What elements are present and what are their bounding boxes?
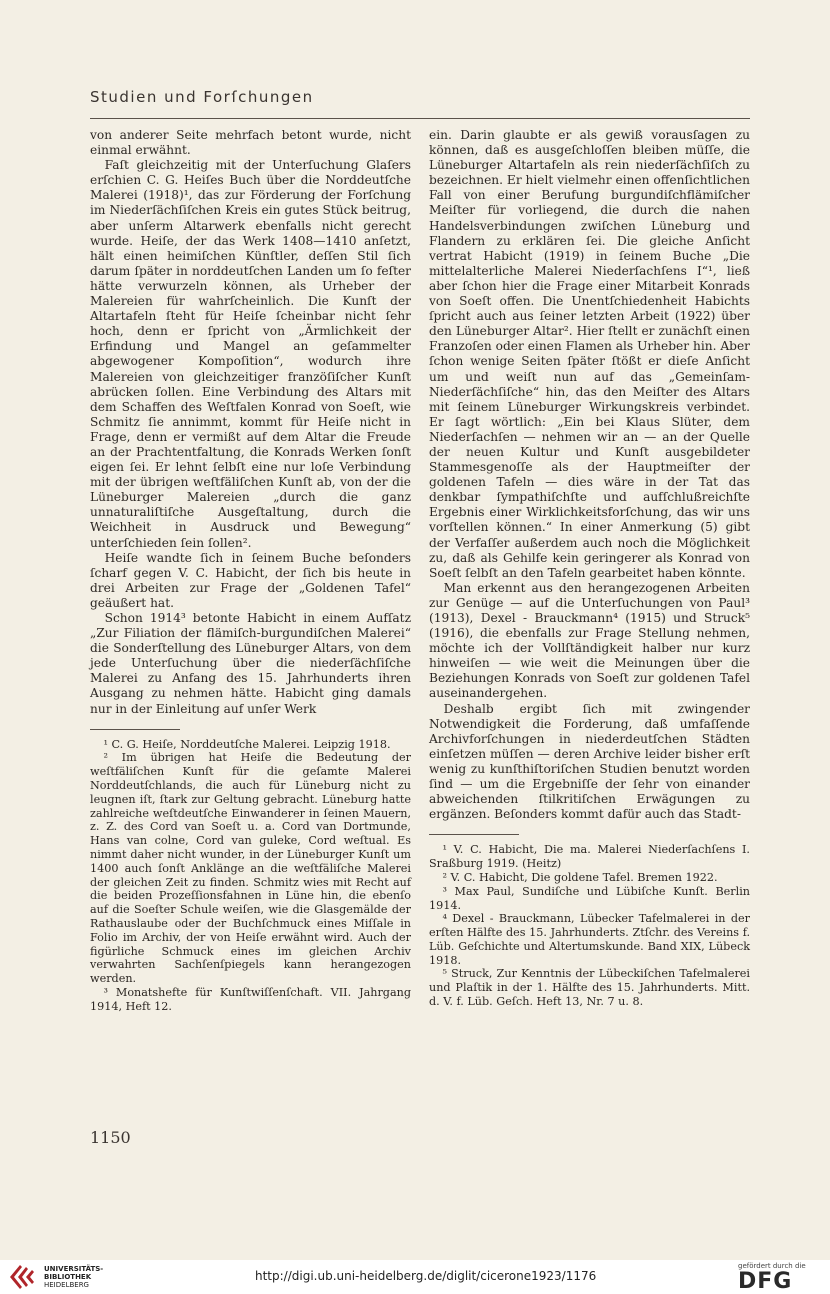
library-name-line: HEIDELBERG <box>44 1281 89 1289</box>
footnote: ⁴ Dexel - Brauckmann, Lübecker Tafelmalerei in der erſten Hälfte des 15. Jahrhunderts. Ztſchr. des Vereins f. Lüb. Geſchichte und Altertumskunde. Band XIX, Lübeck 1918. <box>429 912 750 967</box>
body-paragraph: Schon 1914³ betonte Habicht in einem Aufſatz „Zur Filiation der flämiſch-burgundiſchen Malerei“ die Sonderſtellung des Lüneburger Altars, von dem jede Unterſuchung über die niederſächſiſche Malerei zu Anfang des 15. Jahrhunderts ihren Ausgang zu nehmen hätte. Habicht ging damals nur in der Einleitung auf unſer Werk <box>90 611 411 716</box>
body-paragraph: Faſt gleichzeitig mit der Unterſuchung Glaſers erſchien C. G. Heiſes Buch über die Norddeutſche Malerei (1918)¹, das zur Förderung der Forſchung im Niederſächſiſchen Kreis ein gutes Stück beitrug, aber unſerm Altarwerk ebenfalls nicht gerecht wurde. Heiſe, der das Werk 1408—1410 anſetzt, hält einen heimiſchen Künſtler, deſſen Stil ſich darum ſpäter in norddeutſchen Landen um ſo feſter hätte verwurzeln können, als Urheber der Malereien für wahrſcheinlich. Die Kunſt der Altartafeln ſteht für Heiſe ſcheinbar nicht ſehr hoch, denn er ſpricht von „Ärmlichkeit der Erfindung und Mangel an geſammelter abgewogener Kompoſition“, wodurch ihre Malereien von gleichzeitiger franzöſiſcher Kunſt abrücken ſollen. Eine Verbindung des Altars mit dem Schaffen des Weſtfalen Konrad von Soeſt, wie Schmitz ſie annimmt, kommt für Heiſe nicht in Frage, denn er vermißt auf dem Altar die Freude an der Prachtentfaltung, die Konrads Werken ſonſt eigen ſei. Er lehnt ſelbſt eine nur loſe Verbindung mit der übrigen weſtfäliſchen Kunſt ab, von der die Lüneburger Malereien „durch die ganz unnaturaliſtiſche Ausgeſtaltung, durch die Weichheit in Ausdruck und Bewegung“ unterſchieden ſein ſollen². <box>90 158 411 550</box>
footnote-rule <box>90 729 180 730</box>
right-column <box>429 128 750 1009</box>
library-name <box>44 1265 103 1289</box>
body-paragraph: Man erkennt aus den herangezogenen Arbeiten zur Genüge — auf die Unterſuchungen von Paul³ (1913), Dexel - Brauckmann⁴ (1915) und Struck⁵ (1916), die ebenfalls zur Frage Stellung nehmen, möchte ich der Vollſtändigkeit halber nur kurz hinweiſen — wie weit die Meinungen über die Beziehungen Konrads von Soeſt zur goldenen Tafel auseinandergehen. <box>429 580 750 701</box>
page-number: 1150 <box>90 1128 131 1147</box>
header-rule <box>90 118 750 119</box>
running-head: Studien und Forſchungen <box>90 88 314 106</box>
footnote: ³ Max Paul, Sundiſche und Lübiſche Kunſt. Berlin 1914. <box>429 884 750 912</box>
body-paragraph: von anderer Seite mehrfach betont wurde, nicht einmal erwähnt. <box>90 128 411 158</box>
footnote: ² Im übrigen hat Heiſe die Bedeutung der weſtfäliſchen Kunſt für die geſamte Malerei Norddeutſchlands, die auch für Lüneburg nicht zu leugnen iſt, ſtark zur Geltung gebracht. Lüneburg hatte zahlreiche weſtdeutſche Einwanderer in ſeinen Mauern, z. Z. des Cord van Soeſt u. a. Cord van Dortmunde, Hans van colne, Cord van guleke, Cord weſtual. Es nimmt daher nicht wunder, in der Lüneburger Kunſt um 1400 auch ſonſt Anklänge an die weſtfäliſche Malerei der gleichen Zeit zu finden. Schmitz wies mit Recht auf die beiden Prozeſſionsfahnen in Lüne hin, die ebenſo auf die Soeſter Schule weiſen, wie die Glasgemälde der Rathauslaube oder der Buchſchmuck eines Miſſale in Folio im Archiv, der von Heiſe erwähnt wird. Auch der figürliche Schmuck eines im gleichen Archiv verwahrten Sachſenſpiegels kann herangezogen werden. <box>90 751 411 986</box>
footnote-rule <box>429 834 519 835</box>
body-paragraph: ein. Darin glaubte er als gewiß vorausſagen zu können, daß es ausgeſchloſſen bleiben müſſe, die Lüneburger Altartafeln als rein niederſächſiſch zu bezeichnen. Er hielt vielmehr einen offenſichtlichen Fall von einer Berufung burgundiſchflämiſcher Meiſter für vorliegend, die durch die nahen Handelsverbindungen zwiſchen Lüneburg und Flandern zu erklären ſei. Die gleiche Anſicht vertrat Habicht (1919) in ſeinem Buche „Die mittelalterliche Malerei Niederſachſens I“¹, ließ aber ſchon hier die Frage einer Mitarbeit Konrads von Soeſt offen. Die Unentſchiedenheit Habichts ſpricht auch aus ſeiner letzten Arbeit (1922) über den Lüneburger Altar². Hier ſtellt er zunächſt einen Franzoſen oder einen Flamen als Urheber hin. Aber ſchon wenige Seiten ſpäter ſtößt er dieſe Anſicht um und weiſt nun auf das „Gemeinſam-Niederſächſiſche“ hin, das den Meiſter des Altars mit ſeinem Lüneburger Wirkungskreis verbindet. Er ſagt wörtlich: „Ein bei Klaus Slüter, dem Niederſachſen — nehmen wir an — an der Quelle der neuen Kultur und Kunſt ausgebildeter Stammesgenoſſe als der Hauptmeiſter der goldenen Tafeln — dies wäre in der Tat das denkbar ſympathiſchſte und aufſchlußreichſte Ergebnis einer Wirklichkeitsforſchung, das wir uns vorſtellen können.“ In einer Anmerkung (5) gibt der Verfaſſer außerdem auch noch die Möglichkeit zu, daß als Gehilfe kein geringerer als Konrad von Soeſt ſelbſt an den Tafeln gearbeitet haben könnte. <box>429 128 750 580</box>
library-name-line: UNIVERSITÄTS- <box>44 1265 104 1273</box>
left-column <box>90 128 411 1014</box>
university-library-logo-icon <box>8 1263 40 1291</box>
funded-by-label: gefördert durch die <box>738 1262 806 1270</box>
body-paragraph: Deshalb ergibt ſich mit zwingender Notwendigkeit die Forderung, daß umfaſſende Archivforſchungen in niederdeutſchen Städten einſetzen müſſen — deren Archive leider bisher erſt wenig zu kunſthiſtoriſchen Studien benutzt worden ſind — um die Ergebniſſe der ſehr von einander abweichenden ſtilkritiſchen Erwägungen zu ergänzen. Beſonders kommt dafür auch das Stadt- <box>429 701 750 822</box>
body-paragraph: Heiſe wandte ſich in ſeinem Buche beſonders ſcharf gegen V. C. Habicht, der ſich bis heute in drei Arbeiten zur Frage der „Goldenen Tafel“ geäußert hat. <box>90 550 411 610</box>
library-name-line: BIBLIOTHEK <box>44 1273 92 1281</box>
dfg-logo: DFG <box>738 1269 793 1294</box>
permalink-url[interactable]: http://digi.ub.uni-heidelberg.de/diglit/cicerone1923/1176 <box>255 1269 597 1283</box>
footer-bar <box>0 1260 830 1294</box>
footnote: ² V. C. Habicht, Die goldene Tafel. Bremen 1922. <box>442 870 718 884</box>
footnote: ¹ C. G. Heiſe, Norddeutſche Malerei. Leipzig 1918. <box>103 737 391 751</box>
footnote: ¹ V. C. Habicht, Die ma. Malerei Niederſachſens I. Sraßburg 1919. (Heitz) <box>429 843 750 871</box>
footnote: ³ Monatshefte für Kunſtwiſſenſchaft. VII. Jahrgang 1914, Heft 12. <box>90 986 411 1013</box>
footnote: ⁵ Struck, Zur Kenntnis der Lübeckiſchen Tafelmalerei und Plaſtik in der 1. Hälfte des 15. Jahrhunderts. Mitt. d. V. f. Lüb. Geſch. Heft 13, Nr. 7 u. 8. <box>429 967 750 1009</box>
